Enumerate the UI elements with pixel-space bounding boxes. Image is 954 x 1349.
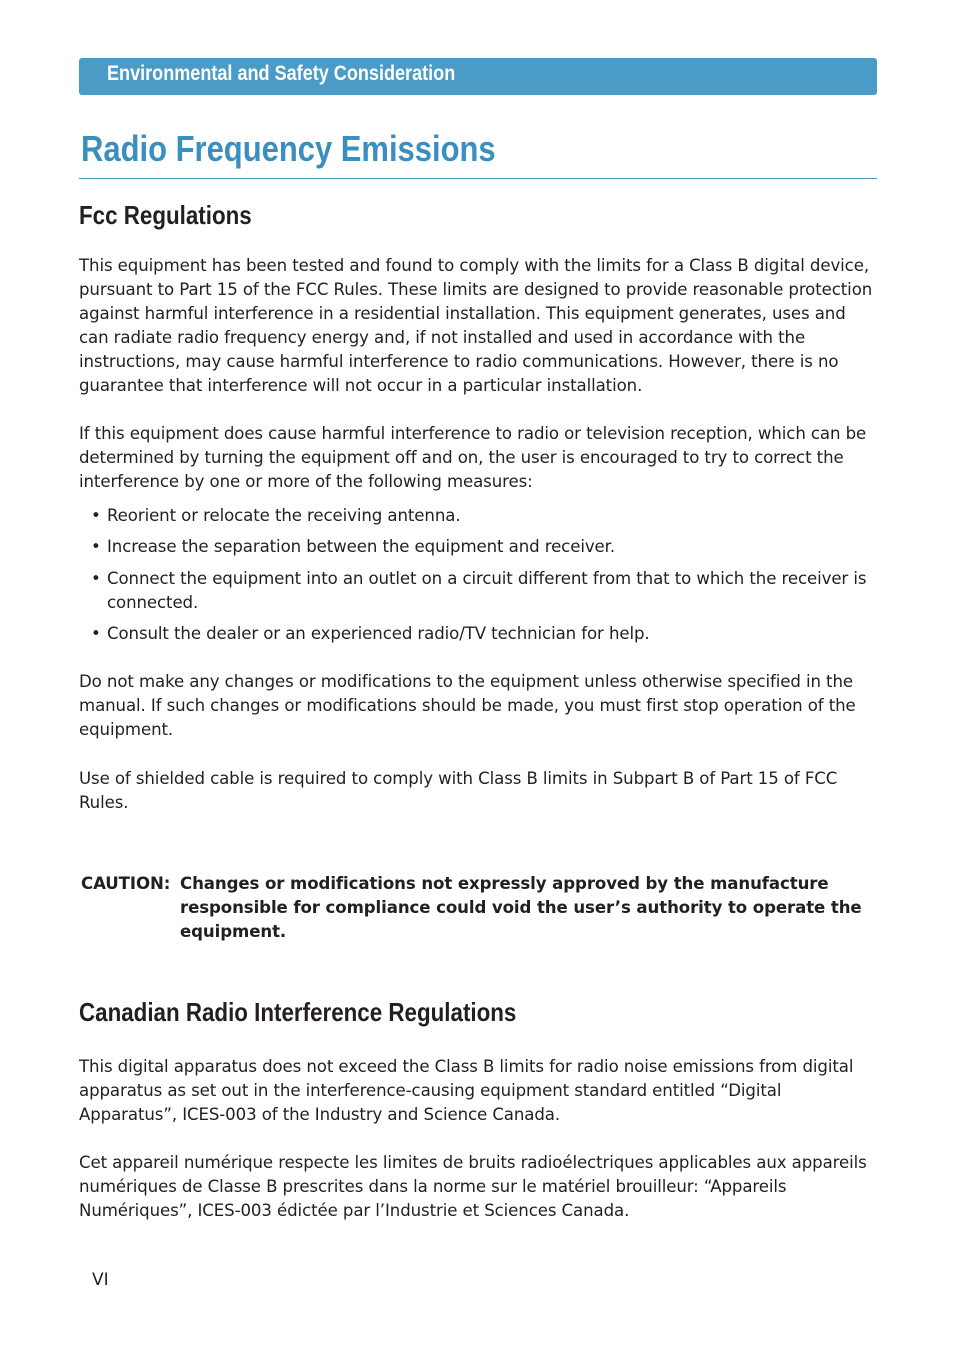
- section-header-title: Environmental and Safety Consideration: [107, 62, 456, 85]
- caution-label: CAUTION:: [81, 874, 171, 893]
- canada-paragraph-english: This digital apparatus does not exceed the Class B limits for radio noise emissions from digital apparatus as set out in the interference-causing equipment standard entitled “Digital Apparatus”, ICES-003 of the Industry and Science Canada.: [79, 1057, 854, 1124]
- list-item-text: Increase the separation between the equipment and receiver.: [107, 537, 616, 556]
- title-divider: [79, 178, 877, 179]
- bullet-icon: •: [91, 506, 101, 525]
- fcc-paragraph-1: This equipment has been tested and found to comply with the limits for a Class B digital device, pursuant to Part 15 of the FCC Rules. These limits are designed to provide reasonable protection against harmful interference in a residential installation. This equipment generates, uses and can radiate radio frequency energy and, if not installed and used in accordance with the instructions, may cause harmful interference to radio communications. However, there is no guarantee that interference will not occur in a particular installation.: [79, 256, 873, 395]
- fcc-measures-list: [79, 504, 879, 646]
- list-item: [79, 504, 879, 528]
- list-item-text: Consult the dealer or an experienced radio/TV technician for help.: [107, 624, 650, 643]
- fcc-paragraph-4: Use of shielded cable is required to comply with Class B limits in Subpart B of Part 15 of FCC Rules.: [79, 769, 838, 812]
- page-number: VI: [92, 1270, 109, 1290]
- bullet-icon: •: [91, 569, 101, 588]
- bullet-icon: •: [91, 537, 101, 556]
- caution-text: Changes or modifications not expressly approved by the manufacture responsible for compliance could void the user’s authority to operate the equipment.: [180, 874, 862, 941]
- page-title: Radio Frequency Emissions: [81, 128, 496, 169]
- list-item: [79, 567, 879, 615]
- bullet-icon: •: [91, 624, 101, 643]
- list-item: [79, 622, 879, 646]
- fcc-paragraph-2: If this equipment does cause harmful interference to radio or television reception, which can be determined by turning the equipment off and on, the user is encouraged to try to correct the interference by one or more of the following measures:: [79, 424, 867, 491]
- list-item: [79, 535, 879, 559]
- section-header-bar: [79, 58, 877, 95]
- canada-heading: Canadian Radio Interference Regulations: [79, 997, 517, 1027]
- fcc-paragraph-3: Do not make any changes or modifications to the equipment unless otherwise specified in the manual. If such changes or modifications should be made, you must first stop operation of the equipment.: [79, 672, 856, 739]
- list-item-text: Connect the equipment into an outlet on a circuit different from that to which the receiver is connected.: [107, 569, 867, 612]
- caution-notice: [81, 872, 881, 944]
- canada-paragraph-french: Cet appareil numérique respecte les limites de bruits radioélectriques applicables aux appareils numériques de Classe B prescrites dans la norme sur le matériel brouilleur: “Appareils Numériques”, ICES-003 édictée par l’Industrie et Sciences Canada.: [79, 1153, 867, 1220]
- list-item-text: Reorient or relocate the receiving antenna.: [107, 506, 461, 525]
- fcc-heading: Fcc Regulations: [79, 200, 252, 230]
